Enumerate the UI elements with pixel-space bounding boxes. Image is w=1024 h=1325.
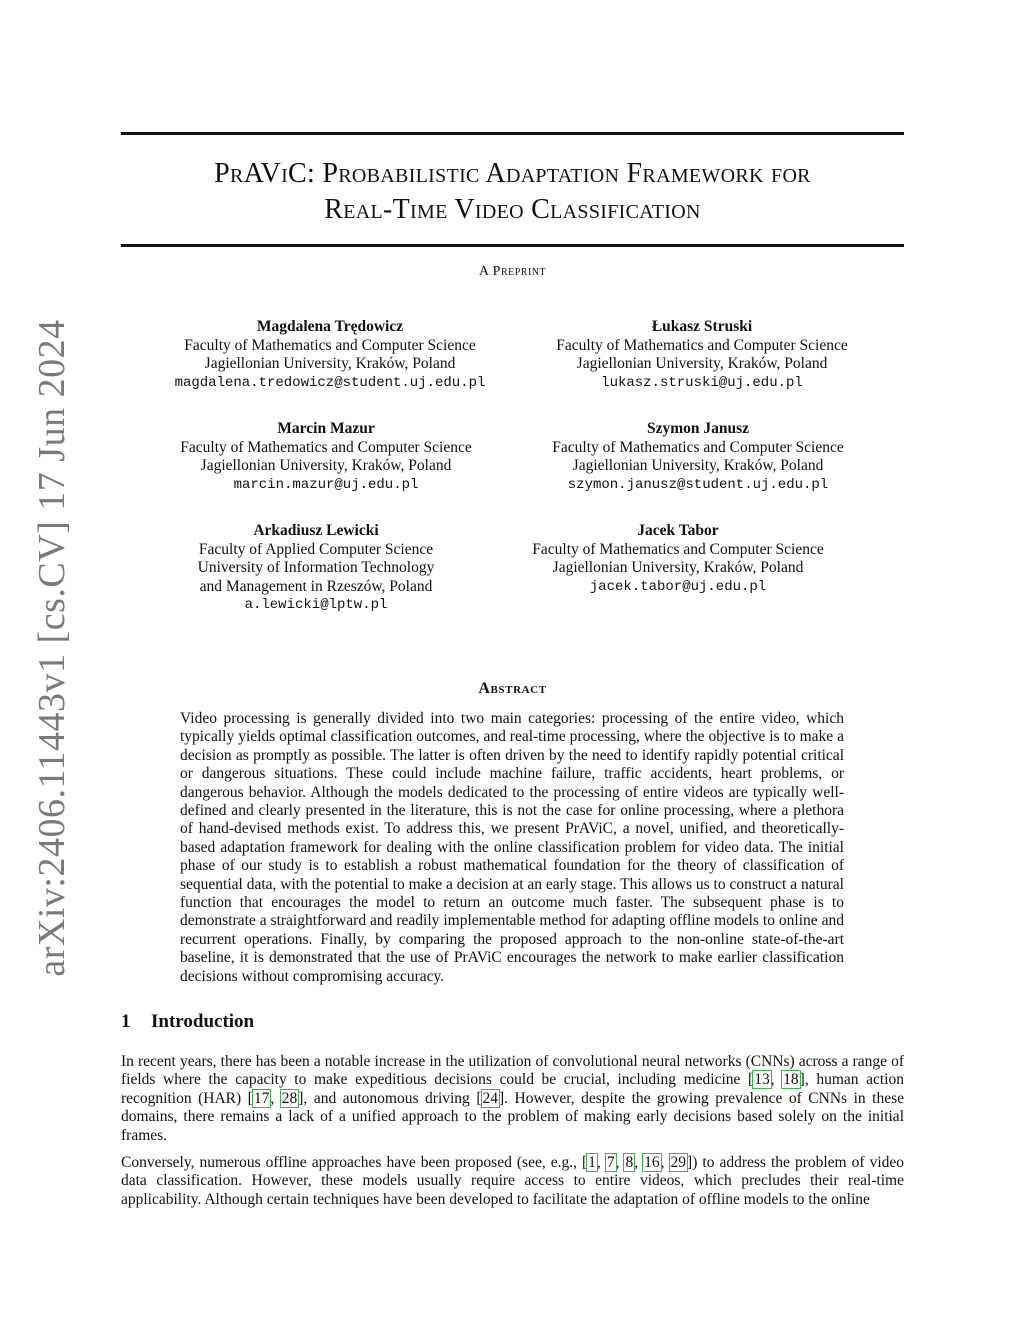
author-affiliation: Jagiellonian University, Kraków, Poland [204,355,456,372]
author-name: Magdalena Trędowicz [256,318,404,335]
author-email[interactable]: marcin.mazur@uj.edu.pl [233,476,419,493]
author-email[interactable]: lukasz.struski@uj.edu.pl [601,374,803,391]
author-name: Marcin Mazur [277,420,375,437]
citation-link[interactable]: 8 [625,1154,634,1171]
citation-link[interactable]: 7 [606,1154,615,1171]
author-affiliation: Jagiellonian University, Kraków, Poland [200,457,452,474]
citation-separator: , [634,1154,644,1171]
author-affiliation: and Management in Rzeszów, Poland [199,577,433,595]
section-title: Introduction [151,1011,255,1032]
section-number: 1 [121,1011,131,1032]
paragraph-text: ], human action recognition (HAR) [ [121,1071,904,1107]
paragraph-text: Conversely, numerous offline approaches have been proposed (see, e.g., [ [121,1154,588,1171]
author-affiliation: Faculty of Mathematics and Computer Science [180,438,472,456]
citation-link[interactable]: 1 [588,1154,596,1171]
author-affiliation: Jagiellonian University, Kraków, Poland [576,355,828,372]
author-email[interactable]: a.lewicki@lptw.pl [244,597,388,613]
citation-link[interactable]: 24 [482,1089,498,1107]
author-name: Jacek Tabor [637,522,719,539]
author-name: Szymon Janusz [646,420,750,437]
citation-link[interactable]: 29 [670,1154,687,1171]
author-affiliation: Faculty of Mathematics and Computer Science [556,336,848,354]
citation-link[interactable]: 13 [754,1071,770,1089]
paper-title [121,156,904,228]
citation-link[interactable]: 16 [644,1154,660,1171]
author-affiliation: Jagiellonian University, Kraków, Poland [552,559,804,576]
author-affiliation: University of Information Technology [197,559,435,576]
author-block [498,522,858,596]
citation-link[interactable]: 18 [783,1071,799,1089]
author-affiliation: Faculty of Mathematics and Computer Science [532,540,824,558]
author-name: Łukasz Struski [651,318,753,335]
abstract-heading: Abstract [478,680,547,697]
author-block [522,318,882,392]
author-email[interactable]: szymon.janusz@student.uj.edu.pl [567,476,829,493]
paper-title-line-2: Real-Time Video Classification [324,194,701,225]
introduction-paragraph-2 [121,1154,904,1209]
title-rule-top [121,132,904,135]
abstract-text: Video processing is generally divided into two main categories: processing of the entire video, which typically yields optimal classification outcomes, and real-time processing, where the objective is to make a decision as promptly as possible. The latter is often driven by the need to identify rapidly potential critical or dangerous situations. These could include machine failure, traffic accidents, heart problems, or dangerous behavior. Although the models dedicated to the processing of entire videos are typically well-defined and clearly presented in the literature, this is not the case for online processing, where a plethora of hand-devised methods exist. To address this, we present PrAViC, a novel, unified, and theoretically-based adaptation framework for dealing with the online classification problem for video data. The initial phase of our study is to establish a robust mathematical foundation for the theory of classification of sequential data, with the potential to make a decision at an early stage. This allows us to construct a natural function that encourages the model to return an outcome much faster. The subsequent phase is to demonstrate a straightforward and readily implementable method for adapting offline models to online and recurrent operations. Finally, by comparing the proposed approach to the non-online state-of-the-art baseline, it is demonstrated that the use of PrAViC encourages the network to make earlier classification decisions without compromising accuracy. [180,710,844,985]
paper-title-line-1: PrAViC: Probabilistic Adaptation Framework for [214,158,811,189]
author-name: Arkadiusz Lewicki [253,522,379,539]
citation-separator: , [270,1089,281,1107]
section-heading-introduction [121,1011,254,1033]
citation-separator: , [660,1154,670,1171]
author-block [146,420,506,494]
author-email[interactable]: magdalena.tredowicz@student.uj.edu.pl [174,374,486,391]
preprint-label: A Preprint [478,264,547,279]
citation-separator: , [596,1154,606,1171]
author-affiliation: Faculty of Mathematics and Computer Science [184,336,476,354]
citation-separator: , [770,1071,783,1089]
citation-link[interactable]: 17 [253,1089,270,1107]
paragraph-text: ], and autonomous driving [ [298,1089,482,1107]
author-block [150,318,510,392]
author-block [518,420,878,494]
title-rule-bottom [121,244,904,247]
author-email[interactable]: jacek.tabor@uj.edu.pl [589,578,767,595]
paragraph-text: In recent years, there has been a notable increase in the utilization of convolutional neural networks (CNNs) across a range of fields where the capacity to make expeditious decisions could be crucial, including medicine [ [121,1053,904,1089]
author-block [136,522,496,615]
paragraph-text: ]. However, despite the growing prevalence of CNNs in these domains, there remains a lack of a unified approach to the problem of making early decisions based solely on the initial frames. [121,1089,905,1144]
author-affiliation: Faculty of Applied Computer Science [198,540,434,558]
citation-separator: , [615,1154,625,1171]
paragraph-text: ]) to address the problem of video data classification. However, these models usually require access to entire videos, which precludes their real-time applicability. Although certain techniques have been developed to facilitate the adaptation of offline models to the online [121,1154,905,1208]
author-affiliation: Jagiellonian University, Kraków, Poland [572,457,824,474]
citation-link[interactable]: 28 [281,1089,298,1107]
arxiv-identifier-stamp: arXiv:2406.11443v1 [cs.CV] 17 Jun 2024 [31,319,73,977]
introduction-paragraph-1 [121,1053,904,1145]
author-affiliation: Faculty of Mathematics and Computer Science [552,438,844,456]
